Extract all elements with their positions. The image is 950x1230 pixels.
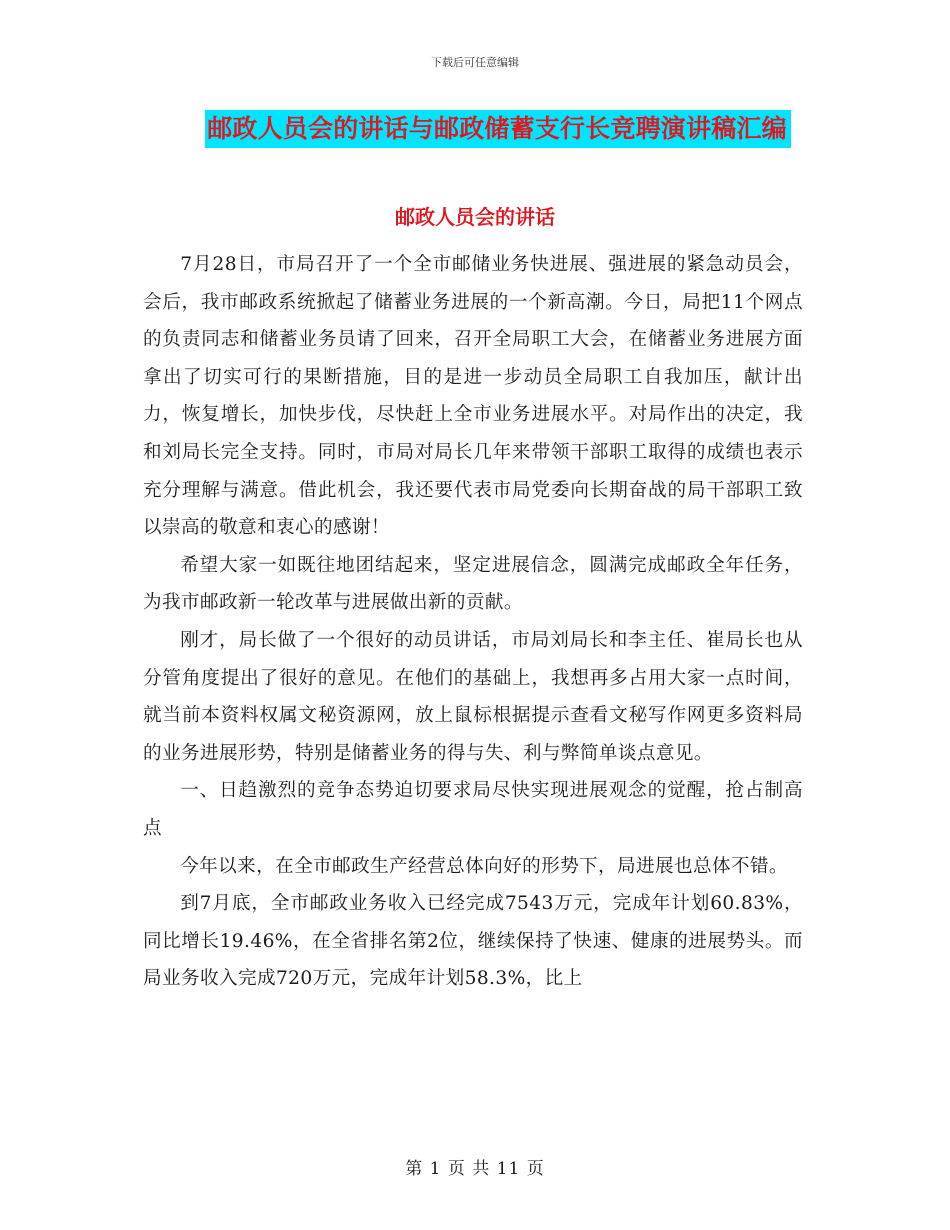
- page-footer: 第 1 页 共 11 页: [405, 1159, 545, 1179]
- section-title: 邮政人员会的讲话: [395, 205, 555, 229]
- document-body: [143, 246, 803, 998]
- paragraph: 到7月底，全市邮政业务收入已经完成7543万元，完成年计划60.83%，同比增长19.46%，在全省排名第2位，继续保持了快速、健康的进展势头。而局业务收入完成720万元，完成年计划58.3%，比上: [143, 893, 803, 990]
- paragraph: 7月28日，市局召开了一个全市邮储业务快进展、强进展的紧急动员会，会后，我市邮政系统掀起了储蓄业务进展的一个新高潮。今日，局把11个网点的负责同志和储蓄业务员请了回来，召开全局职工大会，在储蓄业务进展方面拿出了切实可行的果断措施，目的是进一步动员全局职工自我加压，献计出力，恢复增长，加快步伐，尽快赶上全市业务进展水平。对局作出的决定，我和刘局长完全支持。同时，市局对局长几年来带领干部职工取得的成绩也表示充分理解与满意。借此机会，我还要代表市局党委向长期奋战的局干部职工致以崇高的敬意和衷心的感谢！: [143, 254, 803, 539]
- paragraph: 刚才，局长做了一个很好的动员讲话，市局刘局长和李主任、崔局长也从分管角度提出了很好的意见。在他们的基础上，我想再多占用大家一点时间，就当前本资料权属文秘资源网，放上鼠标根据提示查看文秘写作网更多资料局的业务进展形势，特别是储蓄业务的得与失、利与弊简单谈点意见。: [143, 629, 803, 764]
- document-title: 邮政人员会的讲话与邮政储蓄支行长竞聘演讲稿汇编: [205, 110, 791, 148]
- header-note: 下载后可任意编辑: [431, 56, 519, 69]
- document-title-container: [0, 110, 950, 148]
- paragraph: 希望大家一如既往地团结起来，坚定进展信念，圆满完成邮政全年任务，为我市邮政新一轮改革与进展做出新的贡献。: [143, 554, 803, 614]
- paragraph-heading: 一、日趋激烈的竞争态势迫切要求局尽快实现进展观念的觉醒，抢占制高点: [143, 780, 803, 839]
- paragraph: 今年以来，在全市邮政生产经营总体向好的形势下，局进展也总体不错。: [180, 855, 788, 877]
